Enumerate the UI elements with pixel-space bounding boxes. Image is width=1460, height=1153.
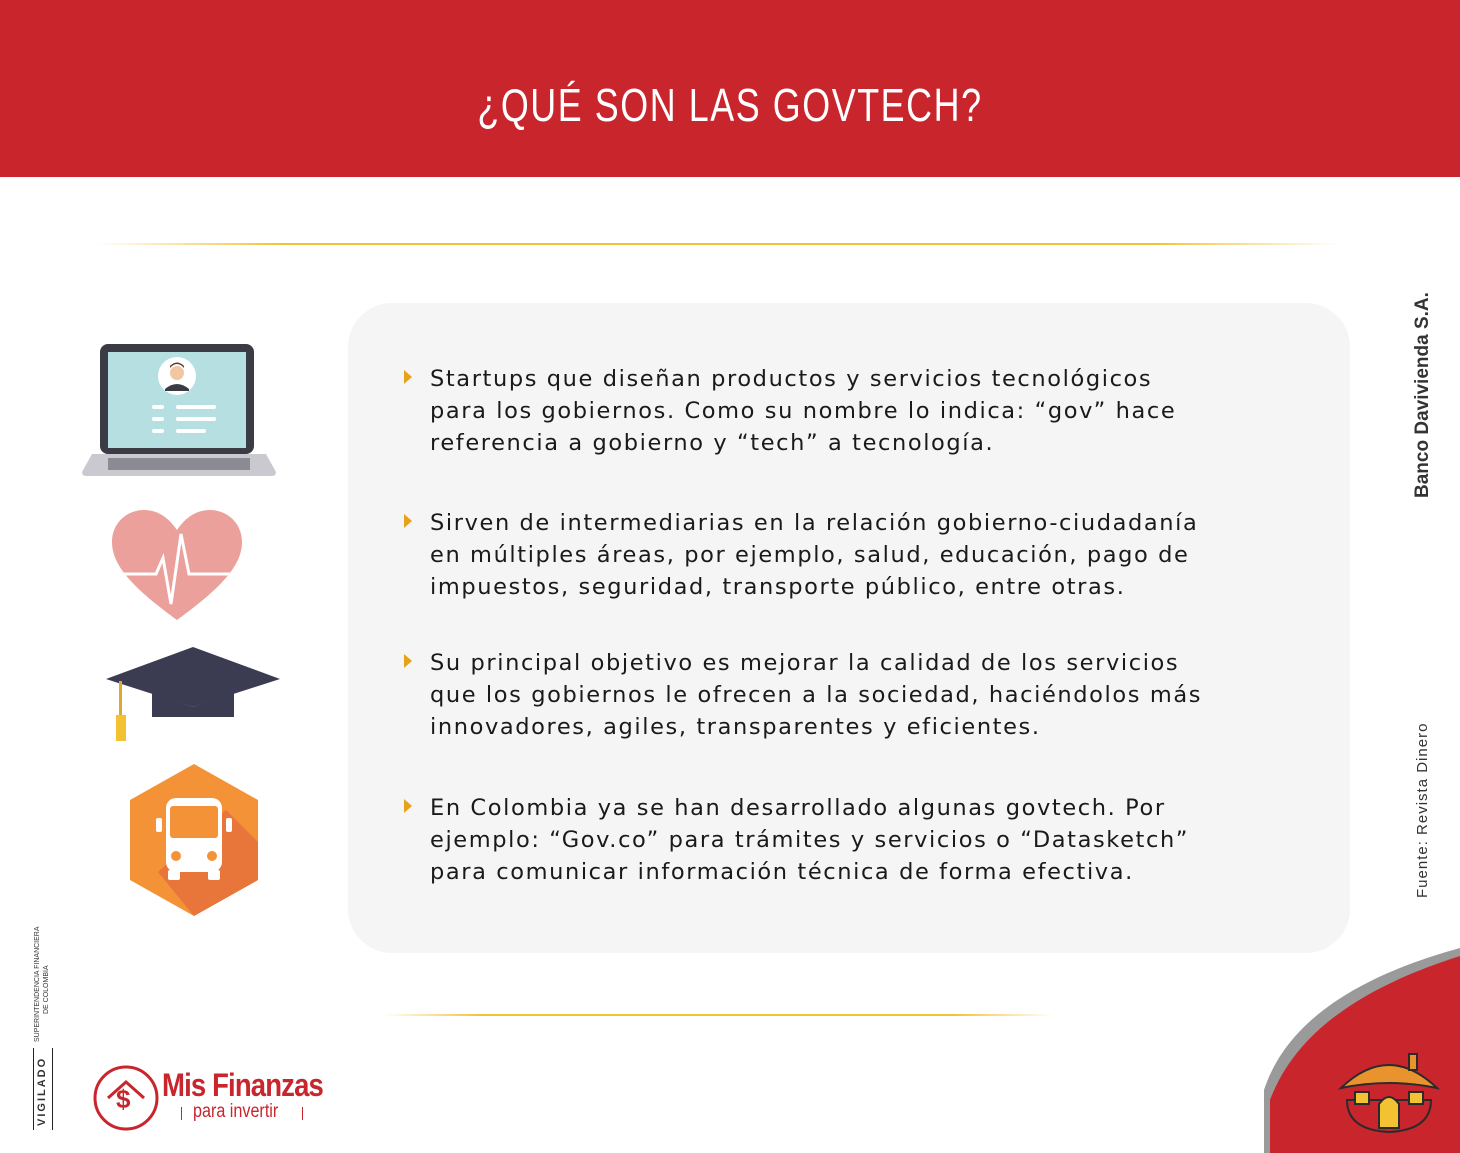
bullet-line: en múltiples áreas, por ejemplo, salud, educación, pago de: [430, 542, 1190, 568]
superintendencia-line2: DE COLOMBIA: [43, 965, 50, 1014]
davivienda-house-logo: [1337, 1048, 1441, 1134]
brand-name: Mis Finanzas: [162, 1067, 323, 1103]
vigilado-label: VIGILADO: [36, 1056, 48, 1126]
brand-tagline: para invertir: [193, 1101, 279, 1122]
bullet-line: Startups que diseñan productos y servicios tecnológicos: [430, 366, 1153, 392]
bullet-line: Sirven de intermediarias en la relación gobierno-ciudadanía: [430, 510, 1199, 536]
bullet-arrow-icon: [404, 514, 412, 528]
bullet-line: que los gobiernos le ofrecen a la sociedad, haciéndolos más: [430, 682, 1203, 708]
bus-icon: [126, 762, 262, 918]
bullet-1: [430, 363, 1330, 459]
bullet-line: En Colombia ya se han desarrollado algunas govtech. Por: [430, 795, 1166, 821]
bullet-arrow-icon: [404, 654, 412, 668]
superintendencia-line1: SUPERINTENDENCIA FINANCIERA: [34, 926, 41, 1042]
brand-tagline-left-bar: [181, 1107, 182, 1120]
bullet-arrow-icon: [404, 370, 412, 384]
bullet-2: [430, 507, 1330, 603]
bullet-arrow-icon: [404, 799, 412, 813]
bullet-line: referencia a gobierno y “tech” a tecnología.: [430, 430, 995, 456]
bullet-line: Su principal objetivo es mejorar la calidad de los servicios: [430, 650, 1180, 676]
bank-name-label: Banco Davivienda S.A.: [1412, 292, 1433, 498]
bullet-line: ejemplo: “Gov.co” para trámites y servicios o “Datasketch”: [430, 827, 1190, 853]
graduation-cap-icon: [104, 645, 282, 743]
bullet-line: para los gobiernos. Como su nombre lo indica: “gov” hace: [430, 398, 1177, 424]
bullet-4: [430, 792, 1330, 888]
brand-tagline-right-bar: [302, 1107, 303, 1120]
source-label: Fuente: Revista Dinero: [1414, 722, 1431, 898]
heart-pulse-icon: [110, 508, 244, 624]
bottom-divider: [383, 1014, 1053, 1016]
laptop-profile-icon: [80, 342, 278, 478]
mis-finanzas-symbol: $: [116, 1084, 131, 1114]
bullet-line: para comunicar información técnica de forma efectiva.: [430, 859, 1134, 885]
top-divider: [96, 243, 1340, 245]
bullet-line: innovadores, agiles, transparentes y eficientes.: [430, 714, 1041, 740]
bullet-line: impuestos, seguridad, transporte público, entre otras.: [430, 574, 1126, 600]
page-title: ¿QUÉ SON LAS GOVTECH?: [477, 79, 983, 131]
bullet-3: [430, 647, 1330, 743]
